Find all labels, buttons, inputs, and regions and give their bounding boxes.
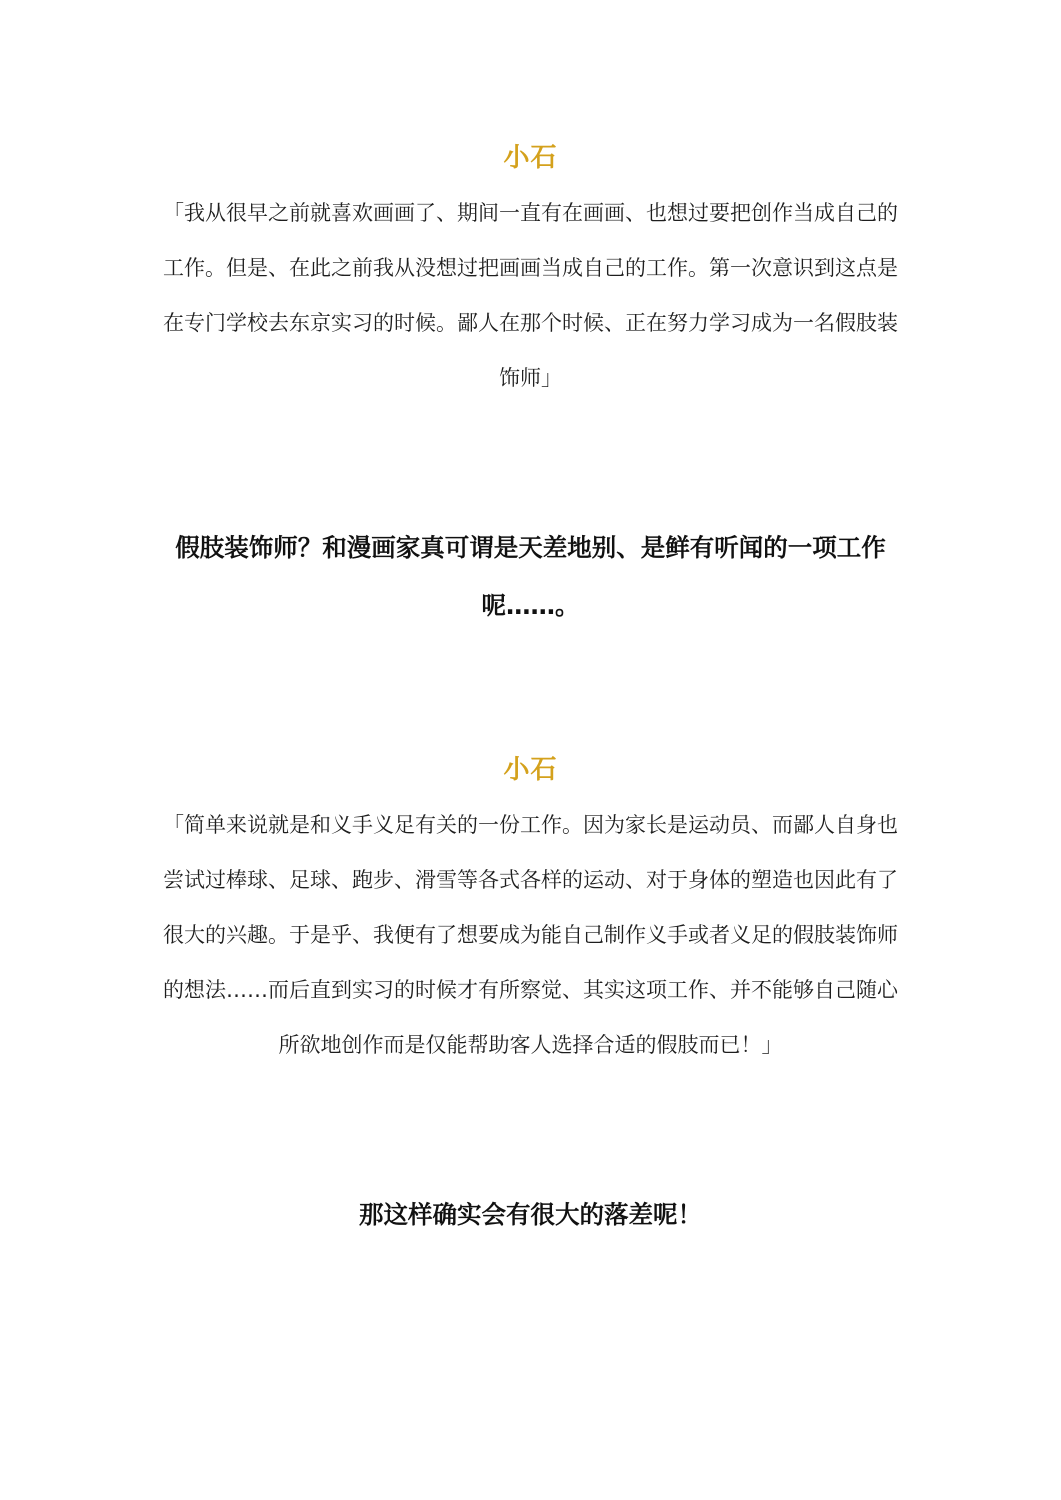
speech-paragraph-2: 「简单来说就是和义手义足有关的一份工作。因为家长是运动员、而鄙人自身也尝试过棒球、足球、跑步、滑雪等各式各样的运动、对于身体的塑造也因此有了很大的兴趣。于是乎、我便有了想要成为能自己制作义手或者义足的假肢装饰师的想法……而后直到实习的时候才有所察觉、其实这项工作、并不能够自己随心所欲地创作而是仅能帮助客人选择合适的假肢而已！」: [163, 813, 898, 1057]
interviewer-question-2: 那这样确实会有很大的落差呢！: [359, 1200, 702, 1229]
speaker-name-2: 小石: [503, 755, 558, 785]
interviewer-question-1: 假肢装饰师？和漫画家真可谓是天差地别、是鲜有听闻的一项工作呢……。: [175, 533, 886, 620]
speech-paragraph-1: 「我从很早之前就喜欢画画了、期间一直有在画画、也想过要把创作当成自己的工作。但是、在此之前我从没想过把画画当成自己的工作。第一次意识到这点是在专门学校去东京实习的时候。鄙人在那个时候、正在努力学习成为一名假肢装饰师」: [163, 201, 898, 390]
speaker-name-1: 小石: [503, 143, 558, 173]
